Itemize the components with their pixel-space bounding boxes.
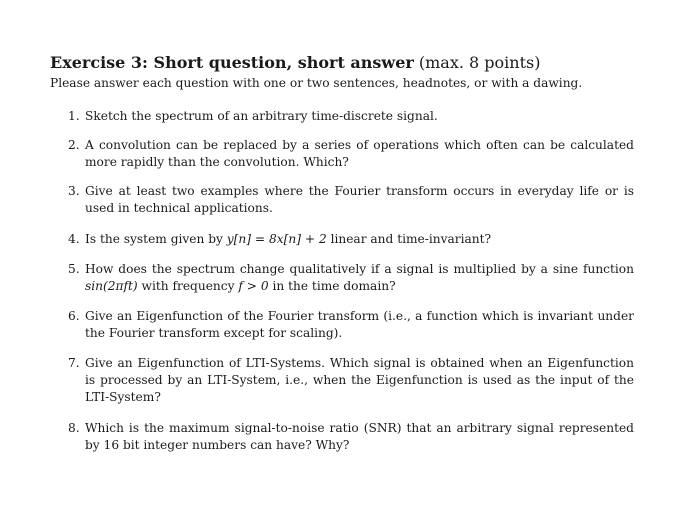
question-text: Give an Eigenfunction of LTI-Systems. Which signal is obtained when an Eigenfunction is processed by an LTI-System, i.e., when the Eigenfunction is used as the input of the LTI-System? (85, 356, 634, 404)
question-number: 1. (68, 109, 80, 123)
question-text (85, 261, 634, 295)
exercise-title (50, 53, 540, 73)
question-text: Sketch the spectrum of an arbitrary time-discrete signal. (85, 109, 438, 123)
question-number: 3. (68, 184, 80, 198)
question-number: 6. (68, 309, 80, 323)
question-8 (68, 420, 634, 454)
sine-expression: sin(2πft) (85, 279, 138, 293)
question-text-part: Is the system given by (85, 232, 227, 246)
frequency-condition: f > 0 (238, 279, 269, 293)
question-text: Give an Eigenfunction of the Fourier transform (i.e., a function which is invariant under the Fourier transform except for scaling). (85, 309, 634, 340)
question-6 (68, 308, 634, 342)
question-text: Give at least two examples where the Fourier transform occurs in everyday life or is used in technical applications. (85, 184, 634, 215)
question-text-part: with frequency (137, 279, 239, 293)
exercise-instructions: Please answer each question with one or two sentences, headnotes, or with a dawing. (50, 76, 583, 90)
question-text (85, 231, 634, 248)
question-number: 7. (68, 356, 80, 370)
question-3 (68, 183, 634, 217)
system-equation: y[n] = 8x[n] + 2 (226, 232, 327, 246)
question-5 (68, 261, 634, 295)
question-text-part: linear and time-invariant? (326, 232, 492, 246)
question-text: A convolution can be replaced by a series of operations which often can be calculated more rapidly than the convolution. Which? (85, 138, 634, 169)
question-text: Which is the maximum signal-to-noise ratio (SNR) that an arbitrary signal represented by 16 bit integer numbers can have? Why? (85, 421, 634, 452)
question-number: 2. (68, 138, 80, 152)
question-number: 5. (68, 262, 80, 276)
question-number: 4. (68, 232, 80, 246)
question-text-part: in the time domain? (268, 279, 396, 293)
question-2 (68, 137, 634, 171)
question-text-part: How does the spectrum change qualitatively if a signal is multiplied by a sine function (85, 262, 634, 276)
question-1 (68, 108, 634, 125)
question-7 (68, 355, 634, 406)
exercise-title-bold: Exercise 3: Short question, short answer (50, 53, 414, 72)
question-number: 8. (68, 421, 80, 435)
exercise-points: (max. 8 points) (418, 53, 541, 72)
question-4 (68, 231, 634, 248)
